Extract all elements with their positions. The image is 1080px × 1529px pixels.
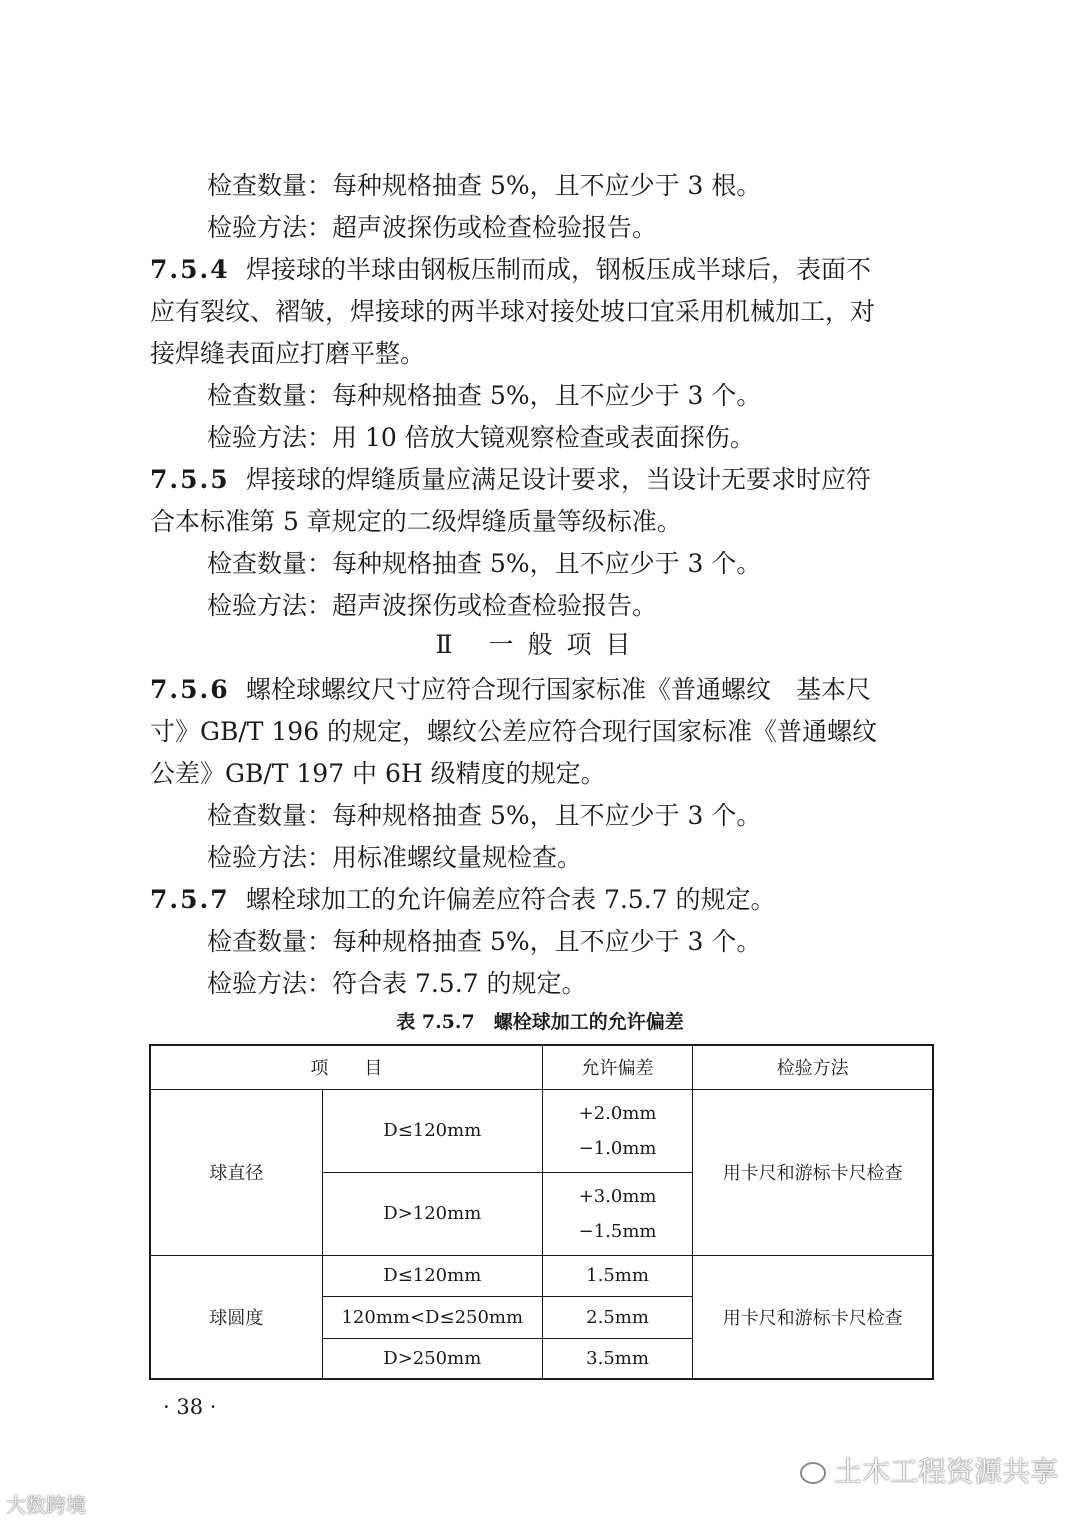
diameter-tolerance-2: +3.0mm −1.5mm [542, 1172, 693, 1255]
body-line: 公差》GB/T 197 中 6H 级精度的规定。 [150, 759, 606, 788]
clause-text: 螺栓球加工的允许偏差应符合表 7.5.7 的规定。 [246, 885, 776, 914]
check-quantity-line: 检查数量：每种规格抽查 5%，且不应少于 3 个。 [207, 381, 762, 410]
section-subheading: Ⅱ 一般项目 [435, 630, 645, 659]
check-method-line: 检验方法：超声波探伤或检查检验报告。 [207, 591, 658, 620]
clause-text: 螺栓球螺纹尺寸应符合现行国家标准《普通螺纹 基本尺 [246, 675, 872, 704]
header-method: 检验方法 [693, 1045, 933, 1089]
table-caption: 表 7.5.7 螺栓球加工的允许偏差 [396, 1011, 684, 1033]
clause-number: 7.5.5 [150, 465, 230, 494]
table-row [150, 1255, 933, 1296]
page-number: · 38 · [163, 1395, 217, 1419]
check-method-line: 检验方法：超声波探伤或检查检验报告。 [207, 213, 658, 242]
body-line: 应有裂纹、褶皱，焊接球的两半球对接处坡口宜采用机械加工，对 [150, 297, 876, 326]
clause-number: 7.5.7 [150, 885, 230, 914]
roundness-tolerance-1: 1.5mm [542, 1255, 693, 1296]
clause-7-5-5 [150, 461, 871, 499]
clause-text: 焊接球的焊缝质量应满足设计要求，当设计无要求时应符 [246, 465, 872, 494]
check-method-line: 检验方法：用 10 倍放大镜观察检查或表面探伤。 [207, 423, 755, 452]
roundness-tolerance-3: 3.5mm [542, 1338, 693, 1379]
check-quantity-line: 检查数量：每种规格抽查 5%，且不应少于 3 个。 [207, 549, 762, 578]
clause-7-5-7 [150, 881, 776, 919]
check-quantity-line: 检查数量：每种规格抽查 5%，且不应少于 3 根。 [207, 171, 762, 200]
watermark-left: 大数跨境 [6, 1493, 86, 1517]
header-tolerance: 允许偏差 [542, 1045, 693, 1089]
roundness-condition-1: D≤120mm [322, 1255, 542, 1296]
roundness-label: 球圆度 [150, 1255, 322, 1379]
roundness-tolerance-2: 2.5mm [542, 1296, 693, 1338]
wechat-icon [800, 1462, 826, 1484]
table-header-row [150, 1045, 933, 1089]
clause-number: 7.5.6 [150, 675, 230, 704]
clause-text: 焊接球的半球由钢板压制而成，钢板压成半球后，表面不 [246, 255, 872, 284]
body-line: 接焊缝表面应打磨平整。 [150, 339, 426, 368]
diameter-condition-1: D≤120mm [322, 1089, 542, 1172]
diameter-tolerance-1: +2.0mm −1.0mm [542, 1089, 693, 1172]
header-item: 项 目 [150, 1045, 542, 1089]
clause-number: 7.5.4 [150, 255, 230, 284]
diameter-condition-2: D>120mm [322, 1172, 542, 1255]
diameter-method: 用卡尺和游标卡尺检查 [693, 1089, 933, 1255]
check-quantity-line: 检查数量：每种规格抽查 5%，且不应少于 3 个。 [207, 801, 762, 830]
clause-7-5-6 [150, 671, 871, 709]
body-line: 合本标准第 5 章规定的二级焊缝质量等级标准。 [150, 507, 682, 536]
watermark-right: 土木工程资源共享 [800, 1454, 1058, 1490]
check-quantity-line: 检查数量：每种规格抽查 5%，且不应少于 3 个。 [207, 927, 762, 956]
clause-7-5-4 [150, 251, 871, 289]
check-method-line: 检验方法：用标准螺纹量规检查。 [207, 843, 583, 872]
check-method-line: 检验方法：符合表 7.5.7 的规定。 [207, 969, 587, 998]
body-line: 寸》GB/T 196 的规定，螺纹公差应符合现行国家标准《普通螺纹 [150, 717, 878, 746]
roundness-method: 用卡尺和游标卡尺检查 [693, 1255, 933, 1379]
diameter-label: 球直径 [150, 1089, 322, 1255]
roundness-condition-3: D>250mm [322, 1338, 542, 1379]
tolerance-table [149, 1044, 934, 1380]
table-row [150, 1089, 933, 1172]
roundness-condition-2: 120mm<D≤250mm [322, 1296, 542, 1338]
